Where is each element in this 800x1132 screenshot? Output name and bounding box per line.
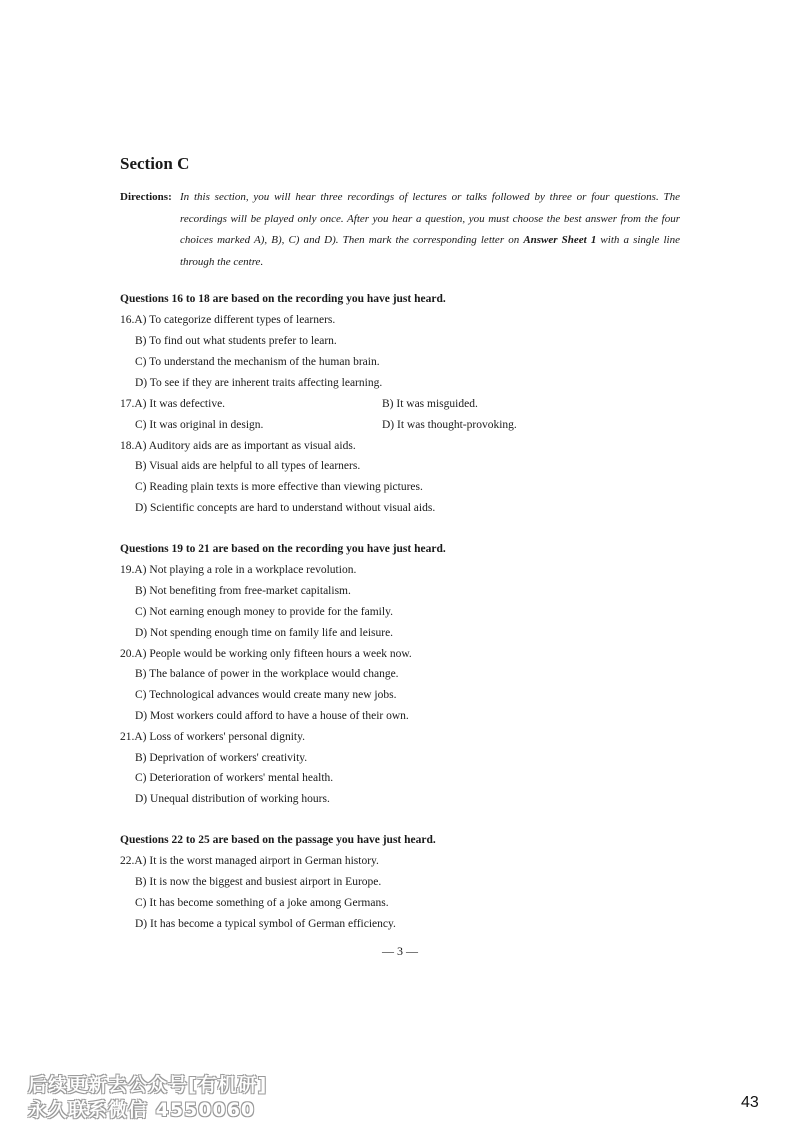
- watermark: [28, 1073, 267, 1123]
- q16-option-b: B) To find out what students prefer to learn.: [135, 335, 337, 347]
- directions-label: Directions:: [120, 191, 172, 203]
- section-title: Section C: [120, 154, 190, 173]
- q18-option-a: 18.A) Auditory aids are as important as visual aids.: [120, 440, 356, 452]
- q18-option-b: B) Visual aids are helpful to all types of learners.: [135, 460, 361, 472]
- q17-option-c: C) It was original in design.: [135, 419, 264, 431]
- q18-option-c: C) Reading plain texts is more effective than viewing pictures.: [135, 481, 423, 493]
- q21-option-a: 21.A) Loss of workers' personal dignity.: [120, 731, 305, 743]
- q21-option-c: C) Deterioration of workers' mental health.: [135, 772, 334, 784]
- q16-option-d: D) To see if they are inherent traits affecting learning.: [135, 377, 383, 389]
- q16-number: 16.: [120, 314, 135, 326]
- questions-19-21-header: Questions 19 to 21 are based on the recording you have just heard.: [120, 543, 446, 555]
- q18-number: 18.: [120, 440, 135, 452]
- q22-option-d: D) It has become a typical symbol of German efficiency.: [135, 918, 396, 930]
- q21-option-b: B) Deprivation of workers' creativity.: [135, 752, 308, 764]
- q22-option-c: C) It has become something of a joke among Germans.: [135, 897, 389, 909]
- watermark-line-2: 永久联系微信 4550060: [28, 1099, 256, 1121]
- q20-number: 20.: [120, 648, 135, 660]
- questions-22-25-header: Questions 22 to 25 are based on the passage you have just heard.: [120, 834, 436, 846]
- q20-option-a: 20.A) People would be working only fifteen hours a week now.: [120, 648, 412, 660]
- watermark-line-1: 后续更新去公众号[有机研]: [28, 1074, 268, 1096]
- q17-option-b: B) It was misguided.: [382, 398, 478, 410]
- q19-option-b: B) Not benefiting from free-market capitalism.: [135, 585, 351, 597]
- q19-number: 19.: [120, 564, 135, 576]
- q19-option-d: D) Not spending enough time on family life and leisure.: [135, 627, 394, 639]
- q18-option-d: D) Scientific concepts are hard to understand without visual aids.: [135, 502, 436, 514]
- questions-16-18-header: Questions 16 to 18 are based on the recording you have just heard.: [120, 293, 446, 305]
- answer-sheet-label: Answer Sheet 1: [523, 234, 597, 246]
- q22-option-a: 22.A) It is the worst managed airport in German history.: [120, 855, 379, 867]
- q20-option-d: D) Most workers could afford to have a house of their own.: [135, 710, 409, 722]
- q20-option-c: C) Technological advances would create many new jobs.: [135, 689, 397, 701]
- directions: [120, 187, 680, 273]
- q21-number: 21.: [120, 731, 135, 743]
- q16-option-a: 16.A) To categorize different types of learners.: [120, 314, 336, 326]
- q19-option-c: C) Not earning enough money to provide for the family.: [135, 606, 393, 618]
- q22-number: 22.: [120, 855, 135, 867]
- q17-option-a: 17.A) It was defective.: [120, 398, 226, 410]
- corner-page-number: 43: [741, 1094, 759, 1111]
- q21-option-d: D) Unequal distribution of working hours.: [135, 793, 330, 805]
- q17-number: 17.: [120, 398, 135, 410]
- q16-option-c: C) To understand the mechanism of the human brain.: [135, 356, 380, 368]
- page-number: — 3 —: [382, 944, 418, 958]
- q22-option-b: B) It is now the biggest and busiest airport in Europe.: [135, 876, 382, 888]
- q19-option-a: 19.A) Not playing a role in a workplace revolution.: [120, 564, 357, 576]
- q20-option-b: B) The balance of power in the workplace would change.: [135, 668, 399, 680]
- directions-text: In this section, you will hear three recordings of lectures or talks followed by three or four questions. The recordings will be played only once. After you hear a question, you must choose the best answer from the four choices marked A), B), C) and D). Then mark the corresponding letter on Answer Sheet 1 with a single line through the centre.: [180, 191, 680, 268]
- q17-option-d: D) It was thought-provoking.: [382, 419, 517, 431]
